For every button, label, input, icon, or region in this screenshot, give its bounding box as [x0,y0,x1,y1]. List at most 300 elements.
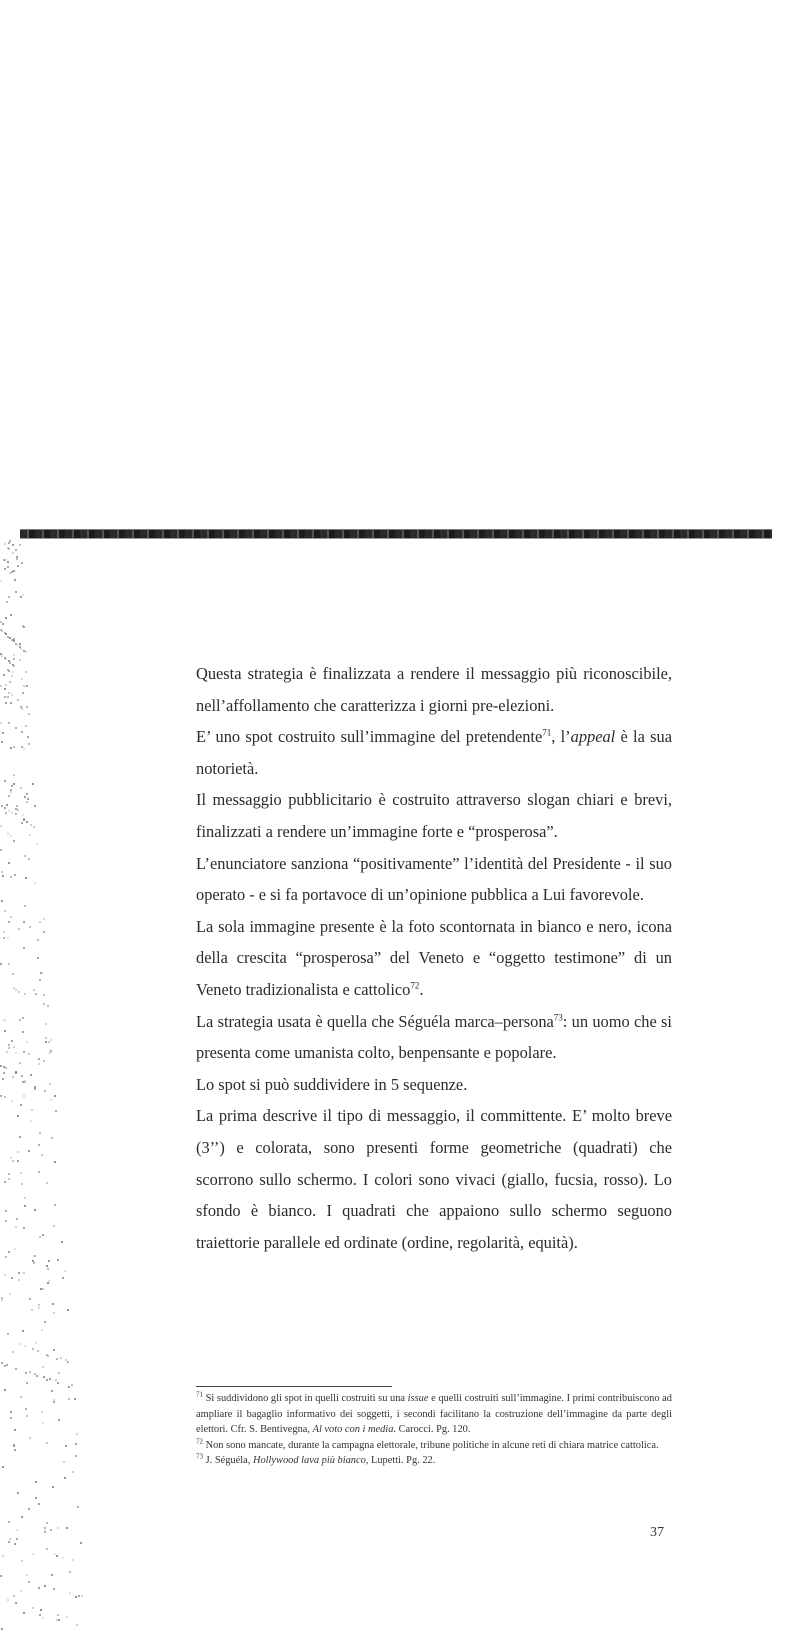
scan-speck [64,1477,66,1479]
scan-speck [30,824,32,826]
scan-speck [43,931,45,933]
scan-speck [19,1019,21,1021]
scan-speck [10,614,12,616]
scan-speck [9,1538,11,1540]
scan-speck [19,1136,21,1138]
scan-speck [46,1442,48,1444]
scan-speck [18,991,20,993]
scan-speck [36,843,38,845]
scan-speck [20,1396,22,1398]
scan-speck [2,1555,4,1557]
scan-speck [15,1226,17,1228]
scan-speck [8,810,10,812]
scan-speck [29,1371,31,1373]
footnote-ref: 71 [542,727,552,738]
scan-speck [19,544,21,546]
scan-speck [25,1372,27,1374]
scan-speck [12,1160,14,1162]
scan-speck [17,1151,19,1153]
scan-speck [1,1297,3,1299]
scan-speck [52,1303,54,1305]
scan-speck [5,1220,7,1222]
scan-speck [53,1588,55,1590]
scan-speck [24,1197,26,1199]
scan-speck [12,1351,14,1353]
scan-speck [22,1017,24,1019]
scan-speck [7,937,9,939]
scan-speck [42,1366,44,1368]
scan-speck [1,741,3,743]
scan-speck [15,989,17,991]
scan-speck [62,1277,64,1279]
scan-speck [24,796,26,798]
scan-speck [15,1072,17,1074]
scan-speck [66,1527,68,1529]
scan-speck [4,1274,6,1276]
scan-speck [29,926,31,928]
scan-speck [15,1602,17,1604]
scan-speck [22,1330,24,1332]
scan-speck [55,1379,57,1381]
scan-speck [23,626,25,628]
scan-speck [75,1596,77,1598]
scan-speck [53,1312,55,1314]
scan-speck [13,746,15,748]
scan-speck [0,963,2,965]
scan-speck [58,1419,60,1421]
scan-speck [26,793,28,795]
scan-speck [13,1444,15,1446]
scan-speck [0,685,2,687]
scan-speck [55,1110,57,1112]
scan-speck [28,743,30,745]
scan-speck [25,877,27,879]
scan-speck [16,1529,18,1531]
scan-speck [23,748,25,750]
page-number: 37 [650,1525,664,1540]
scan-speck [0,580,2,582]
scan-speck [26,685,28,687]
scan-speck [36,1375,38,1377]
scan-speck [67,1309,69,1311]
scan-speck [9,1293,11,1295]
scan-speck [15,808,17,810]
scan-speck [75,1455,77,1457]
scan-speck [8,963,10,965]
scan-speck [76,1433,78,1435]
scan-speck [44,1527,46,1529]
scan-speck [37,1350,39,1352]
scan-speck [32,1348,34,1350]
scan-speck [3,937,5,939]
scan-speck [6,804,8,806]
scan-speck [8,1521,10,1523]
scan-speck [17,1160,19,1162]
scan-speck [77,1506,79,1508]
scan-speck [18,1279,20,1281]
scan-speck [11,812,13,814]
scan-speck [53,1349,55,1351]
scan-speck [20,787,22,789]
scan-speck [65,1359,67,1361]
scan-speck [16,1218,18,1220]
scan-speck [42,1288,44,1290]
scan-speck [38,1144,40,1146]
scan-speck [15,549,17,551]
scan-speck [7,696,9,698]
scan-speck [38,1587,40,1589]
scan-speck [3,1072,5,1074]
scan-speck [4,696,6,698]
scan-speck [54,1204,56,1206]
scan-speck [45,1023,47,1025]
scan-speck [54,1161,56,1163]
scan-speck [38,1171,40,1173]
paragraph: E’ uno spot costruito sull’immagine del pretendente$^{71}$, l’appeal è la sua notorietà. [196,727,672,778]
scan-speck [7,566,9,568]
scan-speck [19,659,21,661]
scan-speck [20,1104,22,1106]
scan-speck [23,685,25,687]
scan-speck [23,1095,25,1097]
scan-speck [26,706,28,708]
scan-speck [15,591,17,593]
scan-speck [20,596,22,598]
scan-speck [21,562,23,564]
scan-speck [26,1382,28,1384]
scan-speck [41,1411,43,1413]
scan-speck [51,1574,53,1576]
scan-speck [4,1030,6,1032]
scan-speck [48,1260,50,1262]
scan-speck [14,579,16,581]
scan-speck [1,805,3,807]
scan-speck [29,1298,31,1300]
scan-speck [47,1355,49,1357]
scan-speck [32,1607,34,1609]
scan-speck [33,1255,35,1257]
scan-speck [34,1209,36,1211]
scan-speck [44,1530,46,1532]
scan-speck [8,692,10,694]
scan-speck [10,835,12,837]
scan-speck [37,957,39,959]
scan-speck [57,1614,59,1616]
scan-speck [80,1542,82,1544]
scan-speck [18,1272,20,1274]
scan-speck [4,543,6,545]
scan-speck [13,1046,15,1048]
scan-speck [12,552,14,554]
scan-speck [0,1575,2,1577]
scan-speck [7,1333,9,1335]
scan-speck [28,1508,30,1510]
scan-speck [21,746,23,748]
scan-speck [14,1449,16,1451]
footnote: $^{72}$ Non sono mancate, durante la campagna elettorale, tribune politiche in alcune reti di chiara matrice cattolica. [196,1437,659,1451]
scan-speck [47,1268,49,1270]
scan-speck [46,1182,48,1184]
scan-speck [39,979,41,981]
scan-speck [17,1492,19,1494]
scan-speck [11,675,13,677]
scan-speck [53,1401,55,1403]
scan-speck [57,1527,59,1529]
scan-speck [9,662,11,664]
scan-speck [8,921,10,923]
scan-speck [28,1581,30,1583]
scan-speck [32,1553,34,1555]
scan-speck [69,1592,71,1594]
scan-speck [35,1481,37,1483]
scan-speck [28,1053,30,1055]
scan-left-margin-noise [0,540,95,1632]
scan-speck [3,674,5,676]
scan-speck [42,1234,44,1236]
scan-speck [46,1548,48,1550]
scan-speck [5,1256,7,1258]
scan-speck [0,1095,2,1097]
scan-speck [21,1075,23,1077]
scan-speck [15,1052,17,1054]
scan-speck [5,1067,7,1069]
scan-speck [4,688,6,690]
scan-speck [10,1411,12,1413]
scan-speck [25,651,27,653]
scan-speck [31,1109,33,1111]
scan-speck [44,1321,46,1323]
footnote: $^{73}$ J. Séguéla, Hollywood lava più bianco, Lupetti. Pg. 22. [196,1452,436,1467]
scan-speck [4,910,6,912]
scan-speck [10,702,12,704]
scan-speck [51,1137,53,1139]
scan-speck [10,876,12,878]
scan-speck [4,1181,6,1183]
scan-speck [8,1047,10,1049]
scan-speck [10,916,12,918]
scan-speck [5,658,7,660]
scan-speck [21,708,23,710]
scan-speck [20,706,22,708]
scan-speck [13,783,15,785]
scan-speck [25,1408,27,1410]
scan-speck [13,665,15,667]
scan-speck [39,1132,41,1134]
scan-speck [27,736,29,738]
scan-speck [22,814,24,816]
scan-speck [68,1398,70,1400]
scan-speck [4,568,6,570]
scan-speck [15,727,17,729]
scan-speck [21,1560,23,1562]
scan-speck [56,1555,58,1557]
scan-speck [1,630,3,632]
scan-speck [5,633,7,635]
scan-speck [57,1259,59,1261]
scan-speck [53,1225,55,1227]
scan-speck [43,1376,45,1378]
scan-speck [16,805,18,807]
scan-speck [47,1005,49,1007]
scan-speck [68,1386,70,1388]
scan-speck [58,1372,60,1374]
scan-speck [38,1503,40,1505]
scan-speck [44,1090,46,1092]
scan-speck [24,905,26,907]
scan-speck [14,1543,16,1545]
scan-speck [1,1299,3,1301]
scan-speck [2,1078,4,1080]
scan-speck [39,1236,41,1238]
scan-speck [17,809,19,811]
body-text [196,658,672,1258]
scan-speck [8,795,10,797]
scan-speck [3,1019,5,1021]
scan-speck [7,833,9,835]
scan-speck [69,1571,71,1573]
scan-speck [58,1619,60,1621]
paragraph: La prima descrive il tipo di messaggio, il committente. E’ molto breve (3’’) e colorata, sono presenti forme geometriche (quadrati) che scorrono sullo schermo. I colori sono vivaci (giallo, fucsia, rosso). Lo sfondo è bianco. I quadrati che appaiono sullo schermo seguono traiettorie parallele ed ordinate (ordine, regolarità, equità). [196,1106,672,1252]
scan-speck [45,1041,47,1043]
scan-speck [25,725,27,727]
scan-speck [34,805,36,807]
scan-speck [12,1076,14,1078]
scan-speck [19,1343,21,1345]
scan-speck [29,1437,31,1439]
scan-speck [5,684,7,686]
scan-speck [34,1373,36,1375]
scan-speck [38,1307,40,1309]
scan-speck [12,671,14,673]
scan-speck [61,1241,63,1243]
scan-speck [76,1624,78,1626]
scan-speck [4,1096,6,1098]
scan-speck [26,801,28,803]
scan-speck [28,713,30,715]
scan-speck [30,1074,32,1076]
scan-speck [14,1429,16,1431]
scan-speck [25,671,27,673]
footnote-ref: 72 [410,980,420,991]
scan-speck [33,989,35,991]
scan-speck [41,1154,43,1156]
scan-speck [11,694,13,696]
scan-speck [12,973,14,975]
scan-speck [24,855,26,857]
scan-speck [16,1538,18,1540]
scan-speck [1,1628,3,1630]
scan-speck [6,1364,8,1366]
scan-speck [11,785,13,787]
scan-speck [42,1422,44,1424]
scan-speck [13,774,15,776]
scan-speck [10,789,12,791]
scan-speck [41,1329,43,1331]
scan-speck [8,542,10,544]
scan-speck [5,1210,7,1212]
scan-speck [5,617,7,619]
scan-speck [24,1345,26,1347]
scan-speck [50,1099,52,1101]
scan-speck [62,1557,64,1559]
scan-speck [43,1060,45,1062]
scan-speck [49,1083,51,1085]
scan-speck [53,1399,55,1401]
scan-speck [17,565,19,567]
scan-speck [66,1616,68,1618]
scan-speck [27,798,29,800]
scan-speck [10,747,12,749]
scan-speck [40,1609,42,1611]
scan-speck [56,1358,58,1360]
scan-speck [67,1361,69,1363]
scan-speck [8,1251,10,1253]
scan-speck [2,623,4,625]
scan-speck [21,822,23,824]
scan-speck [17,699,19,701]
scan-speck [8,722,10,724]
scan-speck [34,882,36,884]
scan-speck [23,1612,25,1614]
paragraph: Lo spot si può suddividere in 5 sequenze. [196,1074,468,1094]
scan-speck [39,921,41,923]
scan-speck [38,1063,40,1065]
scan-speck [6,601,8,603]
scan-speck [50,1039,52,1041]
scan-speck [0,825,2,827]
scan-speck [46,1379,48,1381]
scan-speck [65,1445,67,1447]
scan-speck [17,1115,19,1117]
scan-speck [46,1522,48,1524]
scan-speck [37,939,39,941]
scan-speck [13,654,15,656]
scan-speck [1,1362,3,1364]
scan-speck [8,596,10,598]
scan-speck [13,570,15,572]
scan-speck [8,548,10,550]
scan-speck [19,1062,21,1064]
scan-speck [50,1050,52,1052]
scan-speck [4,807,6,809]
scan-speck [48,1041,50,1043]
scan-speck [49,1052,51,1054]
scan-speck [43,918,45,920]
scan-speck [23,1272,25,1274]
scan-top-band [20,529,772,539]
scan-speck [15,1368,17,1370]
scan-speck [8,1541,10,1543]
scan-speck [24,993,26,995]
scan-speck [21,731,23,733]
scan-speck [78,1595,80,1597]
scan-speck [72,1559,74,1561]
scan-speck [24,1205,26,1207]
scan-speck [26,1574,28,1576]
scan-speck [9,681,11,683]
scan-speck [22,692,24,694]
scan-speck [8,670,10,672]
scan-speck [10,791,12,793]
scan-speck [42,1617,44,1619]
scan-speck [15,813,17,815]
footnote-ref: 73 [553,1012,563,1023]
scan-speck [2,732,4,734]
scan-speck [74,1398,76,1400]
scan-speck [14,874,16,876]
scan-speck [1,900,3,902]
scan-speck [13,640,15,642]
